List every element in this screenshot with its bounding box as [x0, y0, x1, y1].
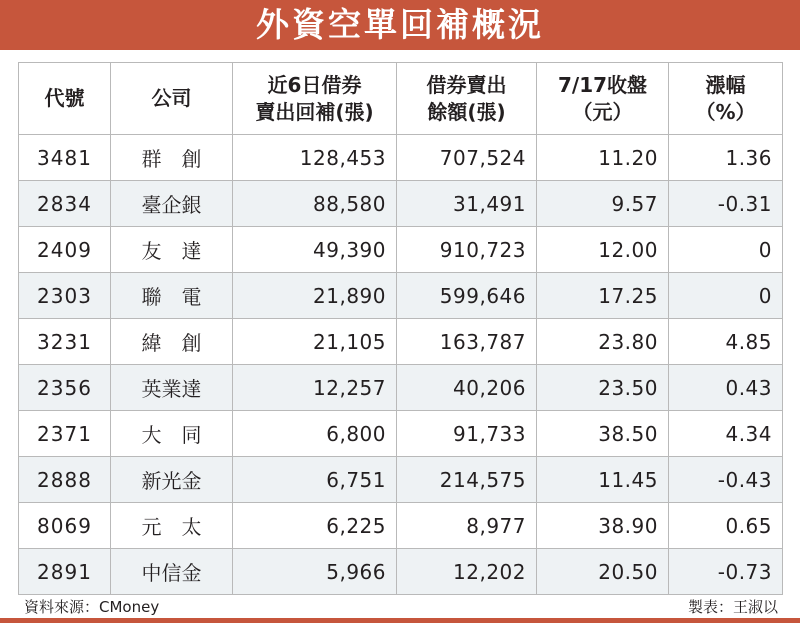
cell-change: 0	[669, 227, 783, 273]
cell-code: 2834	[19, 181, 111, 227]
column-header-change: 漲幅 （%）	[669, 63, 783, 135]
cell-balance: 91,733	[397, 411, 537, 457]
cell-close: 20.50	[537, 549, 669, 595]
cell-change: 0	[669, 273, 783, 319]
cell-code: 3231	[19, 319, 111, 365]
cell-code: 2303	[19, 273, 111, 319]
cell-change: -0.73	[669, 549, 783, 595]
cell-balance: 163,787	[397, 319, 537, 365]
cell-code: 2409	[19, 227, 111, 273]
cell-company: 臺企銀	[111, 181, 233, 227]
cell-buyback: 12,257	[233, 365, 397, 411]
cell-change: 0.65	[669, 503, 783, 549]
column-header-company: 公司	[111, 63, 233, 135]
table-row	[19, 273, 783, 319]
data-table-container	[18, 62, 782, 595]
column-header-code: 代號	[19, 63, 111, 135]
chart-credit-label: 製表：王淑以	[687, 598, 778, 616]
cell-balance: 12,202	[397, 549, 537, 595]
table-row	[19, 319, 783, 365]
cell-buyback: 6,800	[233, 411, 397, 457]
column-header-balance: 借券賣出 餘額(張)	[397, 63, 537, 135]
cell-code: 2356	[19, 365, 111, 411]
column-header-close: 7/17收盤 （元）	[537, 63, 669, 135]
table-header	[19, 63, 783, 135]
page-title: 外資空單回補概況	[256, 5, 544, 44]
table-row	[19, 135, 783, 181]
cell-close: 11.20	[537, 135, 669, 181]
cell-close: 23.50	[537, 365, 669, 411]
cell-balance: 214,575	[397, 457, 537, 503]
cell-buyback: 5,966	[233, 549, 397, 595]
cell-buyback: 21,105	[233, 319, 397, 365]
table-row	[19, 365, 783, 411]
bottom-accent-rule	[0, 618, 800, 623]
table-row	[19, 411, 783, 457]
cell-company: 新光金	[111, 457, 233, 503]
cell-change: 1.36	[669, 135, 783, 181]
cell-change: 4.85	[669, 319, 783, 365]
table-row	[19, 181, 783, 227]
table-row	[19, 503, 783, 549]
cell-buyback: 128,453	[233, 135, 397, 181]
cell-change: 0.43	[669, 365, 783, 411]
cell-balance: 8,977	[397, 503, 537, 549]
table-row	[19, 227, 783, 273]
cell-close: 23.80	[537, 319, 669, 365]
cell-close: 9.57	[537, 181, 669, 227]
table-header-row	[19, 63, 783, 135]
table-row	[19, 549, 783, 595]
cell-company: 聯 電	[111, 273, 233, 319]
cell-close: 12.00	[537, 227, 669, 273]
cell-company: 群 創	[111, 135, 233, 181]
cell-code: 8069	[19, 503, 111, 549]
cell-balance: 599,646	[397, 273, 537, 319]
cell-buyback: 6,225	[233, 503, 397, 549]
table-body	[19, 135, 783, 595]
cell-balance: 910,723	[397, 227, 537, 273]
cell-code: 3481	[19, 135, 111, 181]
title-bar	[0, 0, 800, 50]
cell-change: 4.34	[669, 411, 783, 457]
cell-balance: 40,206	[397, 365, 537, 411]
cell-buyback: 49,390	[233, 227, 397, 273]
cell-change: -0.43	[669, 457, 783, 503]
cell-close: 38.50	[537, 411, 669, 457]
cell-close: 38.90	[537, 503, 669, 549]
cell-close: 17.25	[537, 273, 669, 319]
cell-code: 2891	[19, 549, 111, 595]
cell-buyback: 21,890	[233, 273, 397, 319]
cell-close: 11.45	[537, 457, 669, 503]
cell-balance: 31,491	[397, 181, 537, 227]
footer	[18, 596, 782, 620]
cell-change: -0.31	[669, 181, 783, 227]
cell-company: 友 達	[111, 227, 233, 273]
data-source-label: 資料來源：CMoney	[24, 598, 160, 616]
stock-short-covering-table	[18, 62, 783, 595]
cell-buyback: 88,580	[233, 181, 397, 227]
cell-company: 大 同	[111, 411, 233, 457]
cell-company: 中信金	[111, 549, 233, 595]
column-header-buyback: 近6日借券 賣出回補(張)	[233, 63, 397, 135]
cell-balance: 707,524	[397, 135, 537, 181]
cell-code: 2888	[19, 457, 111, 503]
cell-buyback: 6,751	[233, 457, 397, 503]
cell-code: 2371	[19, 411, 111, 457]
cell-company: 緯 創	[111, 319, 233, 365]
table-row	[19, 457, 783, 503]
cell-company: 元 太	[111, 503, 233, 549]
cell-company: 英業達	[111, 365, 233, 411]
